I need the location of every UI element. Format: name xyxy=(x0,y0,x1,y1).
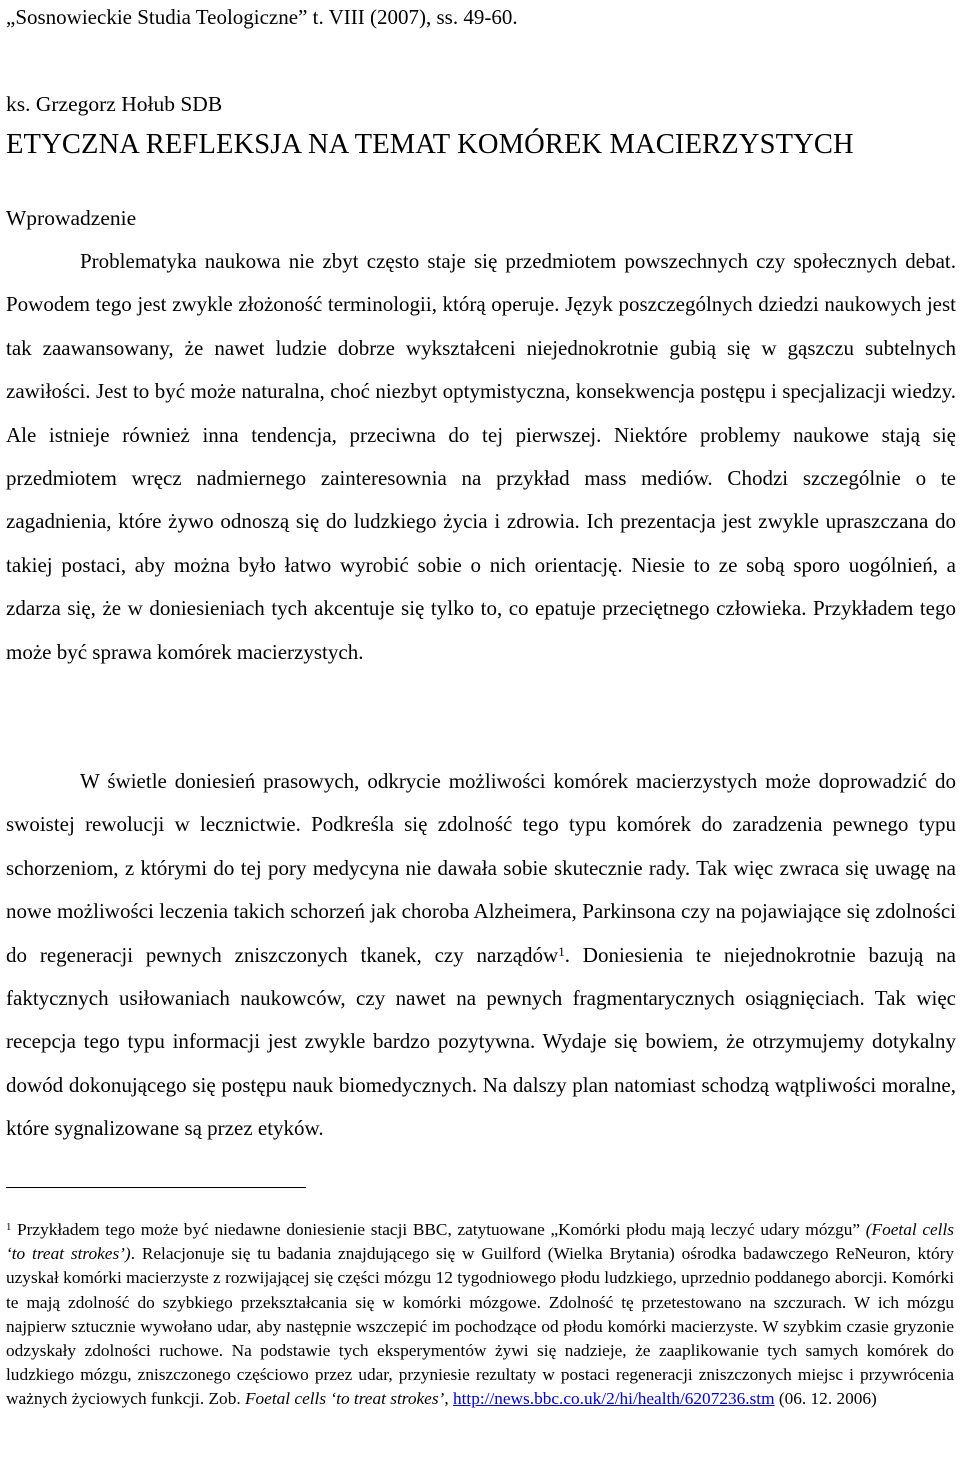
footnote-text-2: . Relacjonuje się tu badania znajdującego się w Guilford (Wielka Brytania) ośrodka badawczego ReNeuron, który uzyskał komórki macierzyste z rozwijającej się części mózgu 12 tygodniowego płodu ludzkiego, uprzednio poddanego aborcji. Komórki te mają zdolność do szybkiego przekształcania się w komórki mózgowe. Zdolność tę przetestowano na szczurach. W ich mózgu najpierw sztucznie wywołano udar, aby następnie wszczepić im pochodzące od płodu komórki macierzyste. W szybkim czasie gryzonie odzyskały zdolności ruchowe. Na podstawie tych eksperymentów żywi się nadzieje, że zaaplikowanie tych samych komórek do ludzkiego mózgu, zniszczonego częściowo przez udar, przyniesie rezultaty w postaci regeneracji zniszczonych miejsc i przywrócenia ważnych życiowych funkcji. Zob. xyxy=(6,1244,954,1409)
paragraph-2-text-b: . Doniesienia te niejednokrotnie bazują na faktycznych usiłowaniach naukowców, czy nawet na pewnych fragmentarycznych osiągnięciach. Tak więc recepcja tego typu informacji jest zwykle bardzo pozytywna. Wydaje się bowiem, że otrzymujemy dotykalny dowód dokonującego się postępu nauk biomedycznych. Na dalszy plan natomiast schodzą wątpliwości moralne, które sygnalizowane są przez etyków. xyxy=(6,942,956,1141)
paragraph-2-text-a: W świetle doniesień prasowych, odkrycie możliwości komórek macierzystych może doprowadzić do swoistej rewolucji w lecznictwie. Podkreśla się zdolność tego typu komórek do zaradzenia pewnego typu schorzeniom, z którymi do tej pory medycyna nie dawała sobie skutecznie rady. Tak więc zwraca się uwagę na nowe możliwości leczenia takich schorzeń jak choroba Alzheimera, Parkinsona czy na pojawiające się zdolności do regeneracji pewnych zniszczonych tkanek, czy narządów xyxy=(6,769,956,967)
footnote-1 xyxy=(6,1218,954,1412)
footnote-date: (06. 12. 2006) xyxy=(774,1389,877,1409)
paragraph-stem-cells xyxy=(6,760,956,1151)
article-title: ETYCZNA REFLEKSJA NA TEMAT KOMÓREK MACIERZYSTYCH xyxy=(6,129,854,160)
journal-citation: „Sosnowieckie Studia Teologiczne” t. VIII (2007), ss. 49-60. xyxy=(6,5,518,29)
article-author: ks. Grzegorz Hołub SDB xyxy=(6,92,223,116)
footnote-number: 1 xyxy=(6,1221,12,1234)
section-heading: Wprowadzenie xyxy=(6,206,137,230)
footnote-text-1: Przykładem tego może być niedawne doniesienie stacji BBC, zatytuowane „Komórki płodu mają leczyć udary mózgu” xyxy=(11,1220,866,1239)
footnote-text-3: , xyxy=(444,1389,453,1409)
footnote-separator xyxy=(6,1187,306,1188)
bbc-source-link[interactable]: http://news.bbc.co.uk/2/hi/health/6207236.stm xyxy=(452,1389,775,1409)
footnote-italic-title-1: (Foetal cells ‘to treat strokes’) xyxy=(6,1220,954,1264)
footnote-italic-title-2: Foetal cells ‘to treat strokes’ xyxy=(244,1389,445,1409)
footnote-reference[interactable]: 1 xyxy=(558,943,565,959)
paragraph-introduction: Problematyka naukowa nie zbyt często staje się przedmiotem powszechnych czy społecznych debat. Powodem tego jest zwykle złożoność terminologii, którą operuje. Język poszczególnych dziedzi naukowych jest tak zaawansowany, że nawet ludzie dobrze wykształceni niejednokrotnie gubią się w gąszczu subtelnych zawiłości. Jest to być może naturalna, choć niezbyt optymistyczna, konsekwencja postępu i specjalizacji wiedzy. Ale istnieje również inna tendencja, przeciwna do tej pierwszej. Niektóre problemy naukowe stają się przedmiotem wręcz nadmiernego zainteresownia na przykład mass mediów. Chodzi szczególnie o te zagadnienia, które żywo odnoszą się do ludzkiego życia i zdrowia. Ich prezentacja jest zwykle upraszczana do takiej postaci, aby można było łatwo wyrobić sobie o nich orientację. Niesie to ze sobą sporo uogólnień, a zdarza się, że w doniesieniach tych akcentuje się tylko to, co epatuje przeciętnego człowieka. Przykładem tego może być sprawa komórek macierzystych. xyxy=(6,249,956,664)
